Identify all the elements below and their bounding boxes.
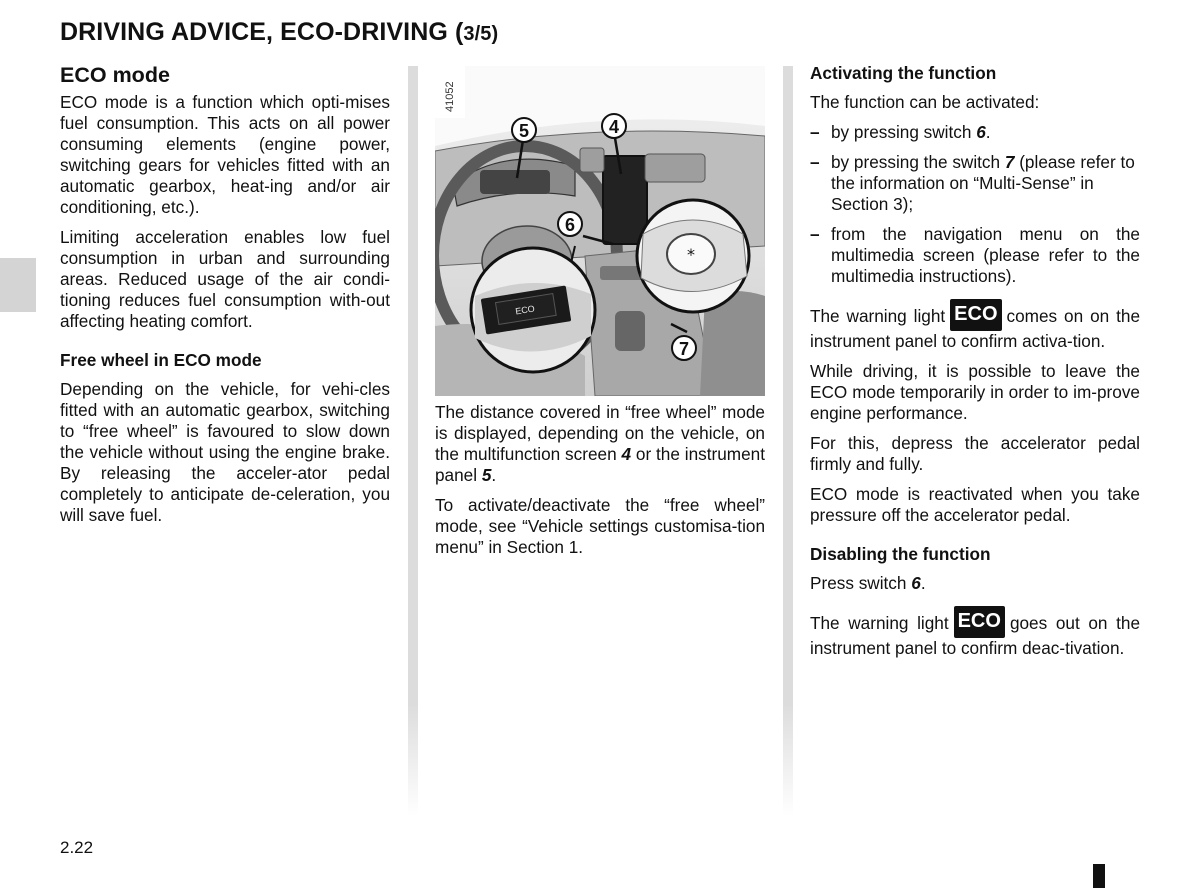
ref-screen-4: 4 (621, 444, 632, 464)
list-item: – from the navigation menu on the multimedia screen (please refer to the multimedia instructions). (810, 224, 1140, 286)
paragraph-leave-eco: While driving, it is possible to leave the ECO mode temporarily in order to im-prove engine performance. (810, 361, 1140, 423)
paragraph-reactivate: ECO mode is reactivated when you take pressure off the accelerator pedal. (810, 484, 1140, 525)
eco-switch-label: ECO (514, 303, 536, 317)
subheading-free-wheel: Free wheel in ECO mode (60, 350, 262, 370)
callout-6 (558, 212, 582, 236)
eco-warning-light-icon: ECO (954, 606, 1005, 638)
paragraph-limiting-acceleration: Limiting acceleration enables low fuel consumption in urban and surrounding areas. Reduced usage of the air condi-tioning reduces fuel consumption with-out affecting heating comfort. (60, 227, 390, 331)
callout-5 (512, 118, 536, 142)
activation-methods-list (810, 122, 1140, 287)
paragraph-eco-mode-intro: ECO mode is a function which opti-mises fuel consumption. This acts on all power consuming elements (engine power, switching gears for vehicles fitted with an automatic gearbox, heat-ing and/or air conditioning, etc.). (60, 92, 390, 217)
eco-warning-light-icon: ECO (950, 299, 1001, 331)
chapter-tab-marker (0, 258, 36, 312)
subheading-activating: Activating the function (810, 63, 997, 83)
svg-text:6: 6 (564, 215, 576, 235)
dashboard-drawing (435, 66, 765, 396)
page-title (60, 18, 498, 47)
dashboard-illustration (435, 66, 765, 396)
paragraph-press-switch: Press switch 6. (810, 573, 926, 593)
column-divider-left (408, 66, 418, 816)
svg-text:7: 7 (678, 339, 690, 359)
paragraph-free-wheel: Depending on the vehicle, for vehi-cles fitted with an automatic gearbox, switching to “free wheel” is favoured to slow down the vehicle without using the engine brake. By releasing the acceler-ator pedal completely to anticipate de-celeration, you will save fuel. (60, 379, 390, 525)
paragraph-activating-intro: The function can be activated: (810, 92, 1040, 112)
subheading-disabling: Disabling the function (810, 544, 991, 564)
column-divider-right (783, 66, 793, 816)
paragraph-free-wheel-distance: The distance covered in “free wheel” mode is displayed, depending on the vehicle, on the multifunction screen 4 or the instrument panel 5. (435, 402, 765, 485)
ref-panel-5: 5 (481, 465, 492, 485)
right-column (810, 63, 1140, 668)
list-item: – by pressing switch 6. (810, 122, 991, 142)
section-heading-eco-mode: ECO mode (60, 63, 170, 87)
page-title-part: 3/5) (463, 23, 499, 45)
multi-sense-button-icon: * (687, 245, 695, 264)
page-title-text: DRIVING ADVICE, ECO-DRIVING ( (60, 18, 464, 46)
middle-column (435, 402, 765, 567)
svg-text:5: 5 (518, 121, 530, 141)
left-column (60, 62, 390, 535)
paragraph-warning-on: The warning light ECO comes on on the instrument panel to confirm activa-tion. (810, 299, 1140, 352)
paragraph-depress-pedal: For this, depress the accelerator pedal firmly and fully. (810, 433, 1140, 474)
callout-4 (602, 114, 626, 138)
callout-7 (672, 336, 696, 360)
svg-text:4: 4 (608, 117, 620, 137)
paragraph-warning-off: The warning light ECO goes out on the instrument panel to confirm deac-tivation. (810, 606, 1140, 659)
list-item: – by pressing the switch 7 (please refer to the information on “Multi-Sense” in Section 3); (810, 152, 1135, 214)
figure-reference-number: 41052 (444, 81, 456, 112)
page-corner-mark (1093, 864, 1105, 888)
paragraph-activate-free-wheel: To activate/deactivate the “free wheel” mode, see “Vehicle settings customisa-tion menu” in Section 1. (435, 495, 765, 557)
page-number: 2.22 (60, 838, 94, 857)
